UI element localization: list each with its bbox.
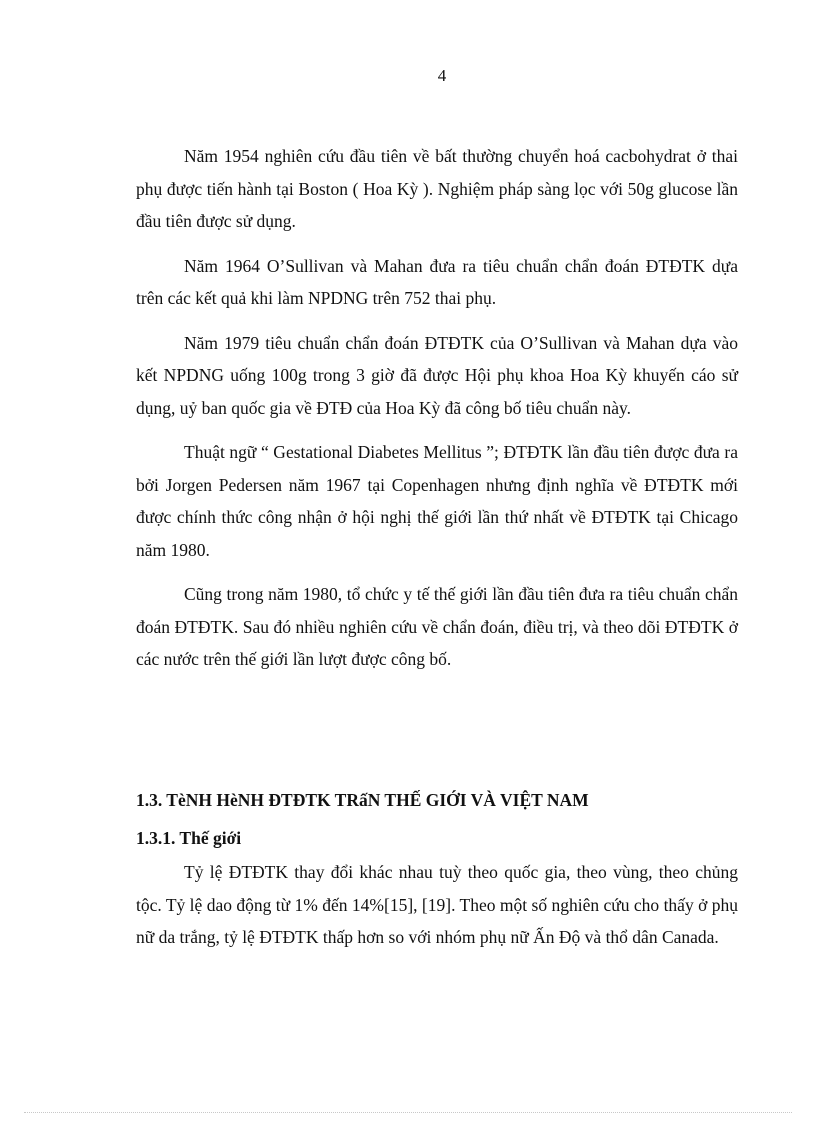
- paragraph-who-1980: Cũng trong năm 1980, tổ chức y tế thế giới lần đầu tiên đưa ra tiêu chuẩn chẩn đoán ĐTĐTK. Sau đó nhiều nghiên cứu về chẩn đoán, điều trị, và theo dõi ĐTĐTK ở các nước trên thế giới lần lượt được công bố.: [136, 584, 738, 669]
- section-heading: 1.3. TèNH HèNH ĐTĐTK TRấN THẾ GIỚI VÀ VIỆT NAM: [136, 790, 589, 810]
- history-section: [136, 140, 738, 676]
- page-bottom-divider: [24, 1112, 792, 1113]
- section-1-3: [136, 784, 738, 954]
- paragraph-1979: Năm 1979 tiêu chuẩn chẩn đoán ĐTĐTK của O’Sullivan và Mahan dựa vào kết NPDNG uống 100g trong 3 giờ đã được Hội phụ khoa Hoa Kỳ khuyến cáo sử dụng, uỷ ban quốc gia về ĐTĐ của Hoa Kỳ đã công bố tiêu chuẩn này.: [136, 332, 738, 418]
- paragraph-terminology: Thuật ngữ “ Gestational Diabetes Mellitus ”; ĐTĐTK lần đầu tiên được đưa ra bởi Jorgen Pedersen năm 1967 tại Copenhagen nhưng định nghĩa về ĐTĐTK mới được chính thức công nhận ở hội nghị thế giới lần thứ nhất về ĐTĐTK tại Chicago năm 1980.: [136, 442, 738, 560]
- subsection-heading: 1.3.1. Thế giới: [136, 827, 242, 848]
- paragraph-1964: Năm 1964 O’Sullivan và Mahan đưa ra tiêu chuẩn chẩn đoán ĐTĐTK dựa trên các kết quả khi làm NPDNG trên 752 thai phụ.: [136, 255, 738, 308]
- paragraph-1954: Năm 1954 nghiên cứu đầu tiên về bất thường chuyển hoá cacbohydrat ở thai phụ được tiến hành tại Boston ( Hoa Kỳ ). Nghiệm pháp sàng lọc với 50g glucose lần đầu tiên được sử dụng.: [136, 146, 738, 231]
- paragraph-world-prevalence: Tỷ lệ ĐTĐTK thay đổi khác nhau tuỳ theo quốc gia, theo vùng, theo chủng tộc. Tỷ lệ dao động từ 1% đến 14%[15], [19]. Theo một số nghiên cứu cho thấy ở phụ nữ da trắng, tỷ lệ ĐTĐTK thấp hơn so với nhóm phụ nữ Ấn Độ và thổ dân Canada.: [136, 862, 738, 947]
- page-number: 4: [437, 66, 447, 85]
